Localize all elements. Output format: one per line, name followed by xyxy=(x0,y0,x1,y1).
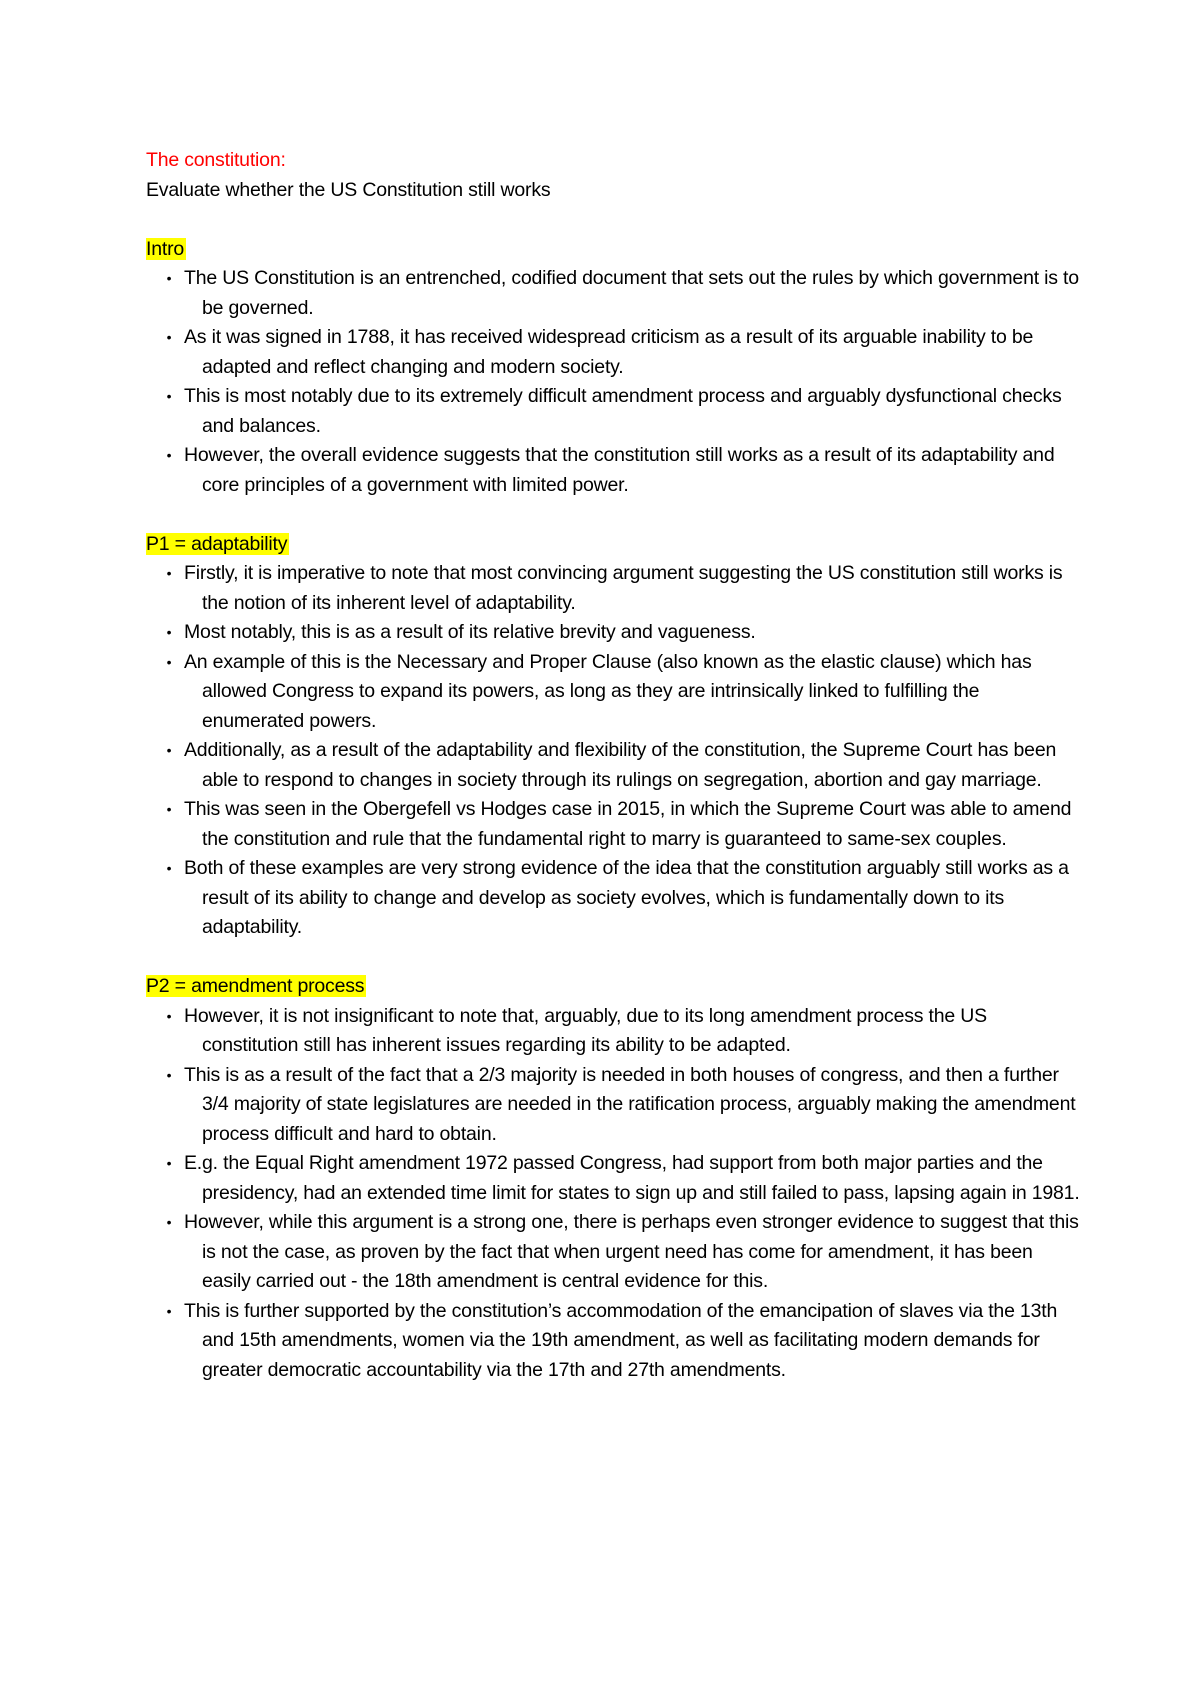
section-heading xyxy=(146,972,1086,1002)
list-item xyxy=(146,1297,1086,1386)
bullet-list-p1 xyxy=(146,559,1086,943)
bullet-icon: • xyxy=(166,388,172,404)
list-item xyxy=(146,441,1086,500)
document-subtitle: Evaluate whether the US Constitution still works xyxy=(146,178,551,201)
list-item-text: Both of these examples are very strong evidence of the idea that the constitution arguably still works as a result of its ability to change and develop as society evolves, which is fundamentally down to its adaptability. xyxy=(184,857,1069,938)
list-item xyxy=(146,1002,1086,1061)
bullet-icon: • xyxy=(166,1302,172,1319)
bullet-icon: • xyxy=(166,653,172,670)
list-item xyxy=(146,648,1086,737)
list-item xyxy=(146,1208,1086,1297)
list-item-text: This is most notably due to its extremely difficult amendment process and arguably dysfunctional checks and balances. xyxy=(184,385,1062,437)
list-item xyxy=(146,795,1086,854)
highlighted-heading-p2: P2 = amendment process xyxy=(146,975,365,997)
highlighted-heading-p1: P1 = adaptability xyxy=(146,532,288,555)
document-body xyxy=(146,146,1086,1385)
list-item-text: This was seen in the Obergefell vs Hodges case in 2015, in which the Supreme Court was able to amend the constitution and rule that the fundamental right to marry is guaranteed to same-sex couples. xyxy=(184,798,1072,850)
section-heading xyxy=(146,530,1086,560)
bullet-icon: • xyxy=(166,860,172,876)
bullet-icon: • xyxy=(166,565,172,581)
list-item-text: However, while this argument is a strong one, there is perhaps even stronger evidence to suggest that this is not the case, as proven by the fact that when urgent need has come for amendment, it has been easily carried out - the 18th amendment is central evidence for this. xyxy=(184,1211,1079,1292)
section-spacer xyxy=(146,943,1086,973)
bullet-icon: • xyxy=(166,270,172,286)
list-item xyxy=(146,736,1086,795)
list-item-text: The US Constitution is an entrenched, codified document that sets out the rules by which government is to be governed. xyxy=(184,267,1079,319)
bullet-icon: • xyxy=(166,1155,172,1171)
list-item-text: However, it is not insignificant to note that, arguably, due to its long amendment process the US constitution still has inherent issues regarding its ability to be adapted. xyxy=(184,1004,987,1056)
bullet-icon: • xyxy=(166,1214,172,1230)
list-item xyxy=(146,382,1086,441)
bullet-list-p2 xyxy=(146,1002,1086,1386)
list-item-text: Firstly, it is imperative to note that most convincing argument suggesting the US constitution still works is the notion of its inherent level of adaptability. xyxy=(184,562,1063,614)
list-item-text: E.g. the Equal Right amendment 1972 passed Congress, had support from both major parties and the presidency, had an extended time limit for states to sign up and still failed to pass, lapsing again in 1981. xyxy=(184,1152,1080,1204)
bullet-list-intro xyxy=(146,264,1086,500)
list-item xyxy=(146,1061,1086,1150)
list-item xyxy=(146,1149,1086,1208)
bullet-icon: • xyxy=(166,447,172,463)
highlighted-heading-intro: Intro xyxy=(146,237,185,260)
list-item-text: As it was signed in 1788, it has received widespread criticism as a result of its arguable inability to be adapted and reflect changing and modern society. xyxy=(184,326,1034,378)
bullet-icon: • xyxy=(166,742,172,758)
list-item xyxy=(146,618,1086,648)
list-item-text: An example of this is the Necessary and Proper Clause (also known as the elastic clause) which has allowed Congress to expand its powers, as long as they are intrinsically linked to fulfilling the enumerated powers. xyxy=(184,650,1032,732)
section-p1-adaptability xyxy=(146,530,1086,943)
list-item xyxy=(146,854,1086,943)
list-item xyxy=(146,323,1086,382)
list-item xyxy=(146,264,1086,323)
bullet-icon: • xyxy=(166,329,172,345)
section-intro xyxy=(146,235,1086,501)
list-item-text: Most notably, this is as a result of its relative brevity and vagueness. xyxy=(184,621,756,643)
list-item-text: This is further supported by the constitution’s accommodation of the emancipation of slaves via the 13th and 15th amendments, women via the 19th amendment, as well as facilitating modern demands for greater democratic accountability via the 17th and 27th amendments. xyxy=(184,1299,1058,1381)
bullet-icon: • xyxy=(166,1007,172,1024)
list-item xyxy=(146,559,1086,618)
document-title: The constitution: xyxy=(146,149,286,171)
section-spacer xyxy=(146,500,1086,530)
section-heading xyxy=(146,235,1086,265)
bullet-icon: • xyxy=(166,801,172,817)
list-item-text: This is as a result of the fact that a 2/3 majority is needed in both houses of congress, and then a further 3/4 majority of state legislatures are needed in the ratification process, arguably making the amendment process difficult and hard to obtain. xyxy=(184,1063,1076,1145)
bullet-icon: • xyxy=(166,624,172,640)
bullet-icon: • xyxy=(166,1066,172,1083)
section-p2-amendment-process xyxy=(146,972,1086,1385)
list-item-text: Additionally, as a result of the adaptability and flexibility of the constitution, the Supreme Court has been able to respond to changes in society through its rulings on segregation, abortion and gay marriage. xyxy=(184,739,1057,791)
list-item-text: However, the overall evidence suggests that the constitution still works as a result of its adaptability and core principles of a government with limited power. xyxy=(184,444,1055,496)
